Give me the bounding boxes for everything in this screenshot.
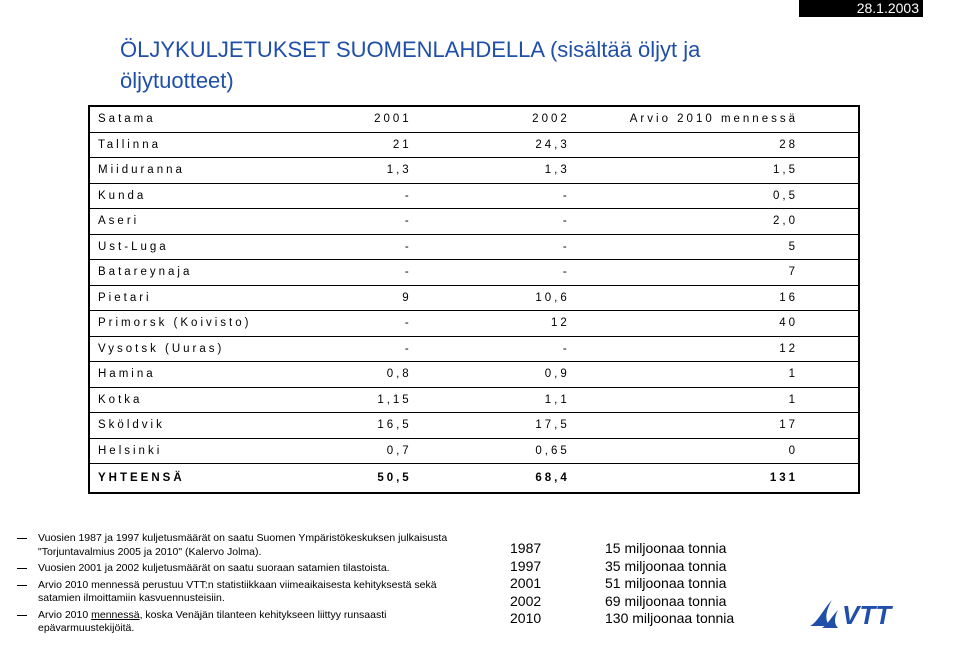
value-cell: 9 <box>320 285 456 311</box>
page-title <box>120 34 820 96</box>
value-cell: 10,6 <box>456 285 622 311</box>
value-cell: 17 <box>622 413 859 439</box>
header-cell: Satama <box>98 113 156 126</box>
port-name-cell: Ust-Luga <box>89 234 320 260</box>
vtt-logo <box>808 590 904 632</box>
port-name-cell: Tallinna <box>89 132 320 158</box>
value-cell: 5 <box>622 234 859 260</box>
dash-bullet-icon <box>17 538 27 539</box>
table-row <box>89 285 859 311</box>
notes-list <box>17 532 477 639</box>
note-item <box>17 562 477 576</box>
table-header-row <box>89 106 859 132</box>
note-text: Arvio 2010 mennessä perustuu VTT:n statistiikkaan viimeaikaisesta kehityksestä sekä satamien ilmoittamiin kasvuennusteisiin. <box>38 578 437 604</box>
value-cell: 12 <box>622 336 859 362</box>
total-value-cell: 131 <box>622 464 859 494</box>
table-total-row <box>89 464 859 494</box>
value-cell: 0,65 <box>456 438 622 464</box>
vtt-logo-icon <box>808 590 904 632</box>
dash-bullet-icon <box>17 568 27 569</box>
port-name-cell: Primorsk (Koivisto) <box>89 311 320 337</box>
value-cell: 1,15 <box>320 387 456 413</box>
volume-row <box>510 558 770 576</box>
volume-year: 2001 <box>510 575 542 591</box>
value-cell: - <box>456 260 622 286</box>
value-cell: 1,3 <box>456 158 622 184</box>
value-cell: 21 <box>320 132 456 158</box>
note-text: Vuosien 1987 ja 1997 kuljetusmäärät on saatu Suomen Ympäristökeskuksen julkaisusta "Torjuntavalmius 2005 ja 2010" (Kalervo Jolma). <box>38 532 448 558</box>
table-row <box>89 260 859 286</box>
table-body <box>89 106 859 493</box>
value-cell: 16 <box>622 285 859 311</box>
header-cell: Arvio 2010 mennessä <box>629 113 798 126</box>
table-row <box>89 387 859 413</box>
value-cell: 40 <box>622 311 859 337</box>
dash-bullet-icon <box>17 585 27 586</box>
table-row <box>89 209 859 235</box>
port-name-cell: Kotka <box>89 387 320 413</box>
dash-bullet-icon <box>17 615 27 616</box>
port-name-cell: Batareynaja <box>89 260 320 286</box>
total-value-cell: 68,4 <box>456 464 622 494</box>
note-text: Vuosien 2001 ja 2002 kuljetusmäärät on saatu suoraan satamien tilastoista. <box>38 562 390 574</box>
port-name-cell: Kunda <box>89 183 320 209</box>
value-cell: 1,5 <box>622 158 859 184</box>
port-name-cell: Aseri <box>89 209 320 235</box>
value-cell: - <box>320 336 456 362</box>
value-cell: 7 <box>622 260 859 286</box>
value-cell: - <box>320 183 456 209</box>
title-line-1: ÖLJYKULJETUKSET SUOMENLAHDELLA (sisältää öljyt ja <box>120 37 701 62</box>
value-cell: - <box>456 183 622 209</box>
table-row <box>89 183 859 209</box>
volume-row <box>510 575 770 593</box>
logo-wordmark: VTT <box>842 600 892 630</box>
value-cell: 0,8 <box>320 362 456 388</box>
volume-year: 2002 <box>510 592 542 609</box>
value-cell: 24,3 <box>456 132 622 158</box>
table-row <box>89 158 859 184</box>
port-name-cell: Miiduranna <box>89 158 320 184</box>
port-name-cell: Hamina <box>89 362 320 388</box>
value-cell: 17,5 <box>456 413 622 439</box>
date-label: 28.1.2003 <box>799 0 923 17</box>
note-underlined-text: mennessä <box>91 608 140 621</box>
value-cell: 12 <box>456 311 622 337</box>
value-cell: - <box>320 234 456 260</box>
volume-year: 1987 <box>510 540 542 556</box>
value-cell: 1,1 <box>456 387 622 413</box>
value-cell: - <box>456 234 622 260</box>
value-cell: 16,5 <box>320 413 456 439</box>
volume-summary <box>510 540 770 628</box>
volume-amount: 69 miljoonaa tonnia <box>605 592 727 609</box>
value-cell: - <box>456 209 622 235</box>
volume-amount: 15 miljoonaa tonnia <box>605 540 727 556</box>
transport-table <box>88 105 860 494</box>
volume-row <box>510 593 770 611</box>
port-name-cell: Pietari <box>89 285 320 311</box>
title-line-2: öljytuotteet) <box>120 68 234 93</box>
note-item <box>17 532 477 559</box>
value-cell: 1 <box>622 387 859 413</box>
value-cell: 0,7 <box>320 438 456 464</box>
value-cell: 2,0 <box>622 209 859 235</box>
volume-row <box>510 610 770 628</box>
table-row <box>89 362 859 388</box>
note-text-part: Arvio 2010 <box>38 608 92 621</box>
table-row <box>89 336 859 362</box>
volume-row <box>510 540 770 558</box>
note-item <box>17 579 477 606</box>
table-row <box>89 438 859 464</box>
header-cell: 2002 <box>532 113 570 126</box>
table-row <box>89 311 859 337</box>
value-cell: 1,3 <box>320 158 456 184</box>
value-cell: - <box>456 336 622 362</box>
volume-amount: 130 miljoonaa tonnia <box>605 610 735 626</box>
value-cell: - <box>320 311 456 337</box>
value-cell: 0,5 <box>622 183 859 209</box>
volume-year: 1997 <box>510 557 542 574</box>
note-text-part: , koska Venäjän tilanteen kehitykseen liittyy runsaasti epävarmuustekijöitä. <box>38 608 387 634</box>
table-row <box>89 413 859 439</box>
value-cell: 0,9 <box>456 362 622 388</box>
total-value-cell: 50,5 <box>320 464 456 494</box>
port-name-cell: Vysotsk (Uuras) <box>89 336 320 362</box>
table-row <box>89 132 859 158</box>
header-cell: 2001 <box>374 113 412 126</box>
port-name-cell: Sköldvik <box>89 413 320 439</box>
volume-amount: 51 miljoonaa tonnia <box>605 575 727 591</box>
table-row <box>89 234 859 260</box>
total-label-cell: YHTEENSÄ <box>89 464 320 494</box>
value-cell: - <box>320 260 456 286</box>
volume-amount: 35 miljoonaa tonnia <box>605 557 727 574</box>
note-item <box>17 609 477 636</box>
value-cell: 28 <box>622 132 859 158</box>
volume-year: 2010 <box>510 610 542 626</box>
value-cell: 1 <box>622 362 859 388</box>
value-cell: 0 <box>622 438 859 464</box>
port-name-cell: Helsinki <box>89 438 320 464</box>
value-cell: - <box>320 209 456 235</box>
